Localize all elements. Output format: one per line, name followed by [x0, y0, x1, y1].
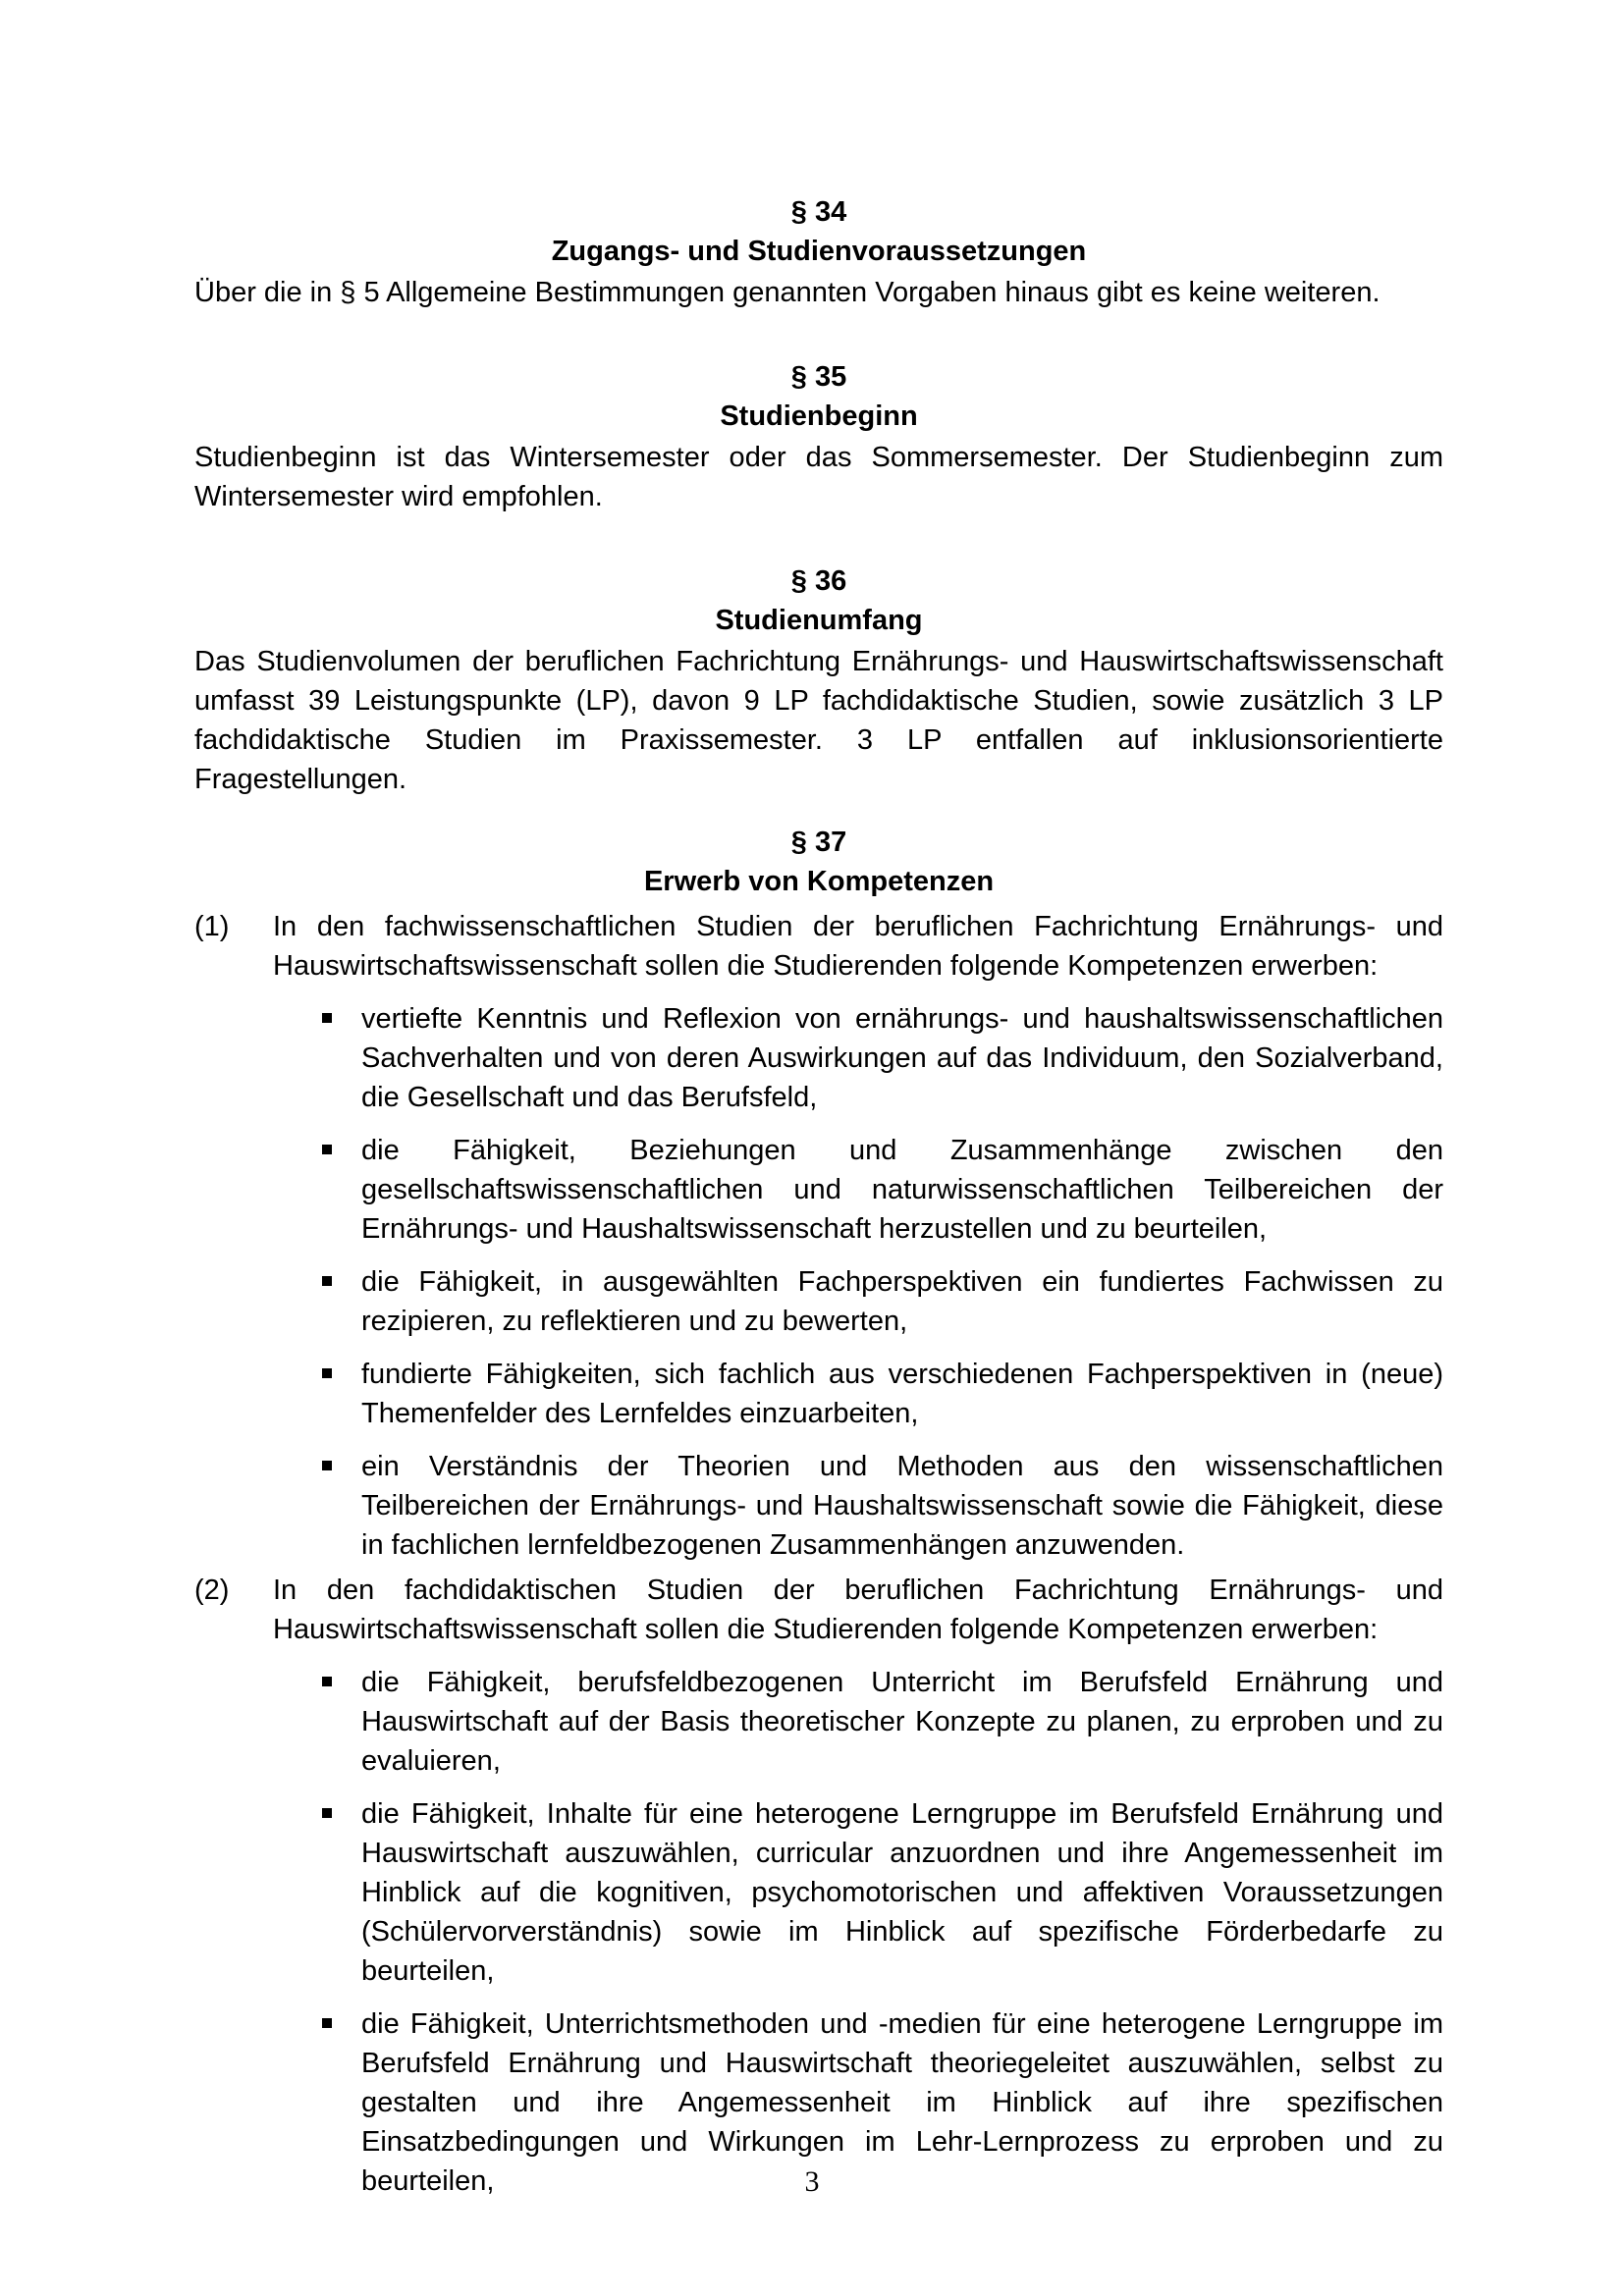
section-36: [194, 561, 1443, 799]
section-title: Studienumfang: [715, 605, 923, 636]
section-34: [194, 192, 1443, 312]
square-bullet-icon: [322, 1808, 332, 1818]
section-35: [194, 357, 1443, 516]
list-item: [322, 1447, 1443, 1565]
list-item-text: fundierte Fähigkeiten, sich fachlich aus verschiedenen Fachperspektiven in (neue) Themenfelder des Lernfeldes einzuarbeiten,: [361, 1359, 1443, 1429]
list-item-text: ein Verständnis der Theorien und Methoden aus den wissenschaftlichen Teilbereichen der Ernährungs- und Haushaltswissenschaft sowie die Fähigkeit, diese in fachlichen lernfeldbezogenen Zusammenhängen anzuwenden.: [361, 1451, 1443, 1561]
numbered-paragraph-1: [194, 907, 1443, 1565]
square-bullet-icon: [322, 1276, 332, 1286]
paragraph-intro: In den fachwissenschaftlichen Studien der beruflichen Fachrichtung Ernährungs- und Hauswirtschaftswissenschaft sollen die Studierenden folgende Kompetenzen erwerben:: [273, 911, 1443, 982]
section-number: § 37: [790, 827, 847, 858]
list-item: [322, 1663, 1443, 1781]
section-heading: [194, 357, 1443, 436]
section-heading: [194, 192, 1443, 271]
section-number: § 36: [790, 565, 847, 597]
bullet-list: [273, 1663, 1443, 2201]
bullet-list: [273, 999, 1443, 1565]
list-item-text: die Fähigkeit, in ausgewählten Fachperspektiven ein fundiertes Fachwissen zu rezipieren, zu reflektieren und zu bewerten,: [361, 1266, 1443, 1337]
section-number: § 35: [790, 361, 847, 393]
list-item-text: die Fähigkeit, Inhalte für eine heterogene Lerngruppe im Berufsfeld Ernährung und Hauswirtschaft auszuwählen, curricular anzuordnen und ihre Angemessenheit im Hinblick auf die kognitiven, psychomotorischen und affektiven Voraussetzungen (Schülervorverständnis) sowie im Hinblick auf spezifische Förderbedarfe zu beurteilen,: [361, 1798, 1443, 1987]
square-bullet-icon: [322, 2018, 332, 2028]
square-bullet-icon: [322, 1677, 332, 1686]
section-title: Erwerb von Kompetenzen: [643, 866, 995, 897]
list-item: [322, 999, 1443, 1117]
list-item-text: die Fähigkeit, Beziehungen und Zusammenhänge zwischen den gesellschaftswissenschaftlichen und naturwissenschaftlichen Teilbereichen der Ernährungs- und Haushaltswissenschaft herzustellen und zu beurteilen,: [361, 1135, 1443, 1245]
numbered-paragraph-2: [194, 1571, 1443, 2201]
square-bullet-icon: [322, 1013, 332, 1023]
list-item: [322, 1131, 1443, 1249]
list-item: [322, 1355, 1443, 1433]
paragraph-intro: In den fachdidaktischen Studien der beruflichen Fachrichtung Ernährungs- und Hauswirtschaftswissenschaft sollen die Studierenden folgende Kompetenzen erwerben:: [273, 1575, 1443, 1645]
list-item-text: die Fähigkeit, berufsfeldbezogenen Unterricht im Berufsfeld Ernährung und Hauswirtschaft auf der Basis theoretischer Konzepte zu planen, zu erproben und zu evaluieren,: [361, 1667, 1443, 1777]
section-text: Das Studienvolumen der beruflichen Fachrichtung Ernährungs- und Hauswirtschaftswissenschaft umfasst 39 Leistungspunkte (LP), davon 9 LP fachdidaktische Studien, sowie zusätzlich 3 LP fachdidaktische Studien im Praxissemester. 3 LP entfallen auf inklusionsorientierte Fragestellungen.: [194, 646, 1443, 795]
list-item: [322, 1262, 1443, 1341]
page-number: 3: [804, 2165, 820, 2198]
document-page: [194, 192, 1443, 2201]
list-item: [322, 1794, 1443, 1991]
section-title: Zugangs- und Studienvoraussetzungen: [551, 236, 1087, 267]
square-bullet-icon: [322, 1461, 332, 1470]
section-text: Über die in § 5 Allgemeine Bestimmungen genannten Vorgaben hinaus gibt es keine weiteren.: [194, 277, 1380, 308]
paragraph-number: (2): [194, 1575, 230, 1606]
list-item-text: vertiefte Kenntnis und Reflexion von ernährungs- und haushaltswissenschaftlichen Sachverhalten und von deren Auswirkungen auf das Individuum, den Sozialverband, die Gesellschaft und das Berufsfeld,: [361, 1003, 1443, 1113]
square-bullet-icon: [322, 1145, 332, 1154]
section-heading: [194, 561, 1443, 640]
section-heading: [194, 823, 1443, 901]
list-item-text: die Fähigkeit, Unterrichtsmethoden und -medien für eine heterogene Lerngruppe im Berufsfeld Ernährung und Hauswirtschaft theoriegeleitet auszuwählen, selbst zu gestalten und ihre Angemessenheit im Hinblick auf ihre spezifischen Einsatzbedingungen und Wirkungen im Lehr-Lernprozess zu erproben und zu beurteilen,: [361, 2008, 1443, 2197]
section-number: § 34: [790, 196, 847, 228]
section-37: [194, 823, 1443, 2201]
square-bullet-icon: [322, 1368, 332, 1378]
paragraph-number: (1): [194, 911, 230, 942]
section-text: Studienbeginn ist das Wintersemester oder das Sommersemester. Der Studienbeginn zum Wintersemester wird empfohlen.: [194, 442, 1443, 512]
section-title: Studienbeginn: [720, 400, 918, 432]
